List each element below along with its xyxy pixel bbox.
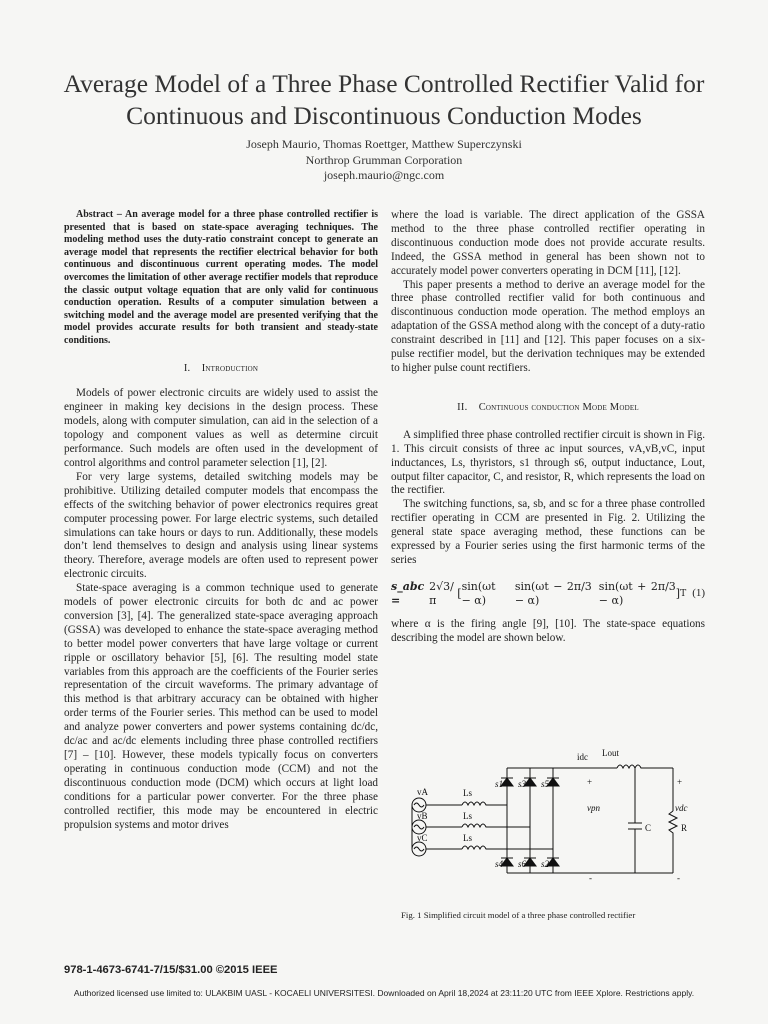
label-vb: vB	[417, 811, 428, 821]
label-s2: s2	[541, 859, 550, 869]
circuit-figure	[397, 743, 697, 893]
paragraph: This paper presents a method to derive an average model for the three phase controlled rectifier valid for both continuous and discontinuous conduction mode operation. The method employs an adaptation of the GSSA method along with the concept of a duty-ratio constraint described in [11] and [12]. This paper focuses on a six-pulse rectifier model, but the derivation techniques may be extended to higher pulse count rectifiers.	[391, 278, 705, 374]
section-number: II.	[457, 401, 468, 413]
inductor-ls-b	[462, 824, 530, 827]
inductor-ls-a	[462, 802, 507, 805]
label-ls-b: Ls	[463, 811, 472, 821]
left-column	[64, 209, 378, 832]
paper-title: Average Model of a Three Phase Controlled Rectifier Valid for Continuous and Discontinuous Conduction Modes	[63, 69, 705, 130]
label-vc: vC	[417, 833, 428, 843]
label-s5: s5	[541, 779, 550, 789]
paragraph: Models of power electronic circuits are widely used to assist the engineer in making key decisions in the design process. These models, along with computer simulation, can aid in the selection of a topology and component values as well as determine circuit performance. Such models are often used in the development of control algorithms and control parameter selection [1], [2].	[64, 387, 378, 469]
equation-term: sin(ωt − 2π/3 − α)	[514, 579, 592, 607]
label-s6: s6	[518, 859, 527, 869]
label-s4: s4	[495, 859, 504, 869]
label-c: C	[645, 823, 652, 833]
label-va: vA	[417, 787, 428, 797]
section-title: Introduction	[201, 362, 259, 374]
equation-lhs: s_abc =	[391, 579, 425, 607]
equation-number: (1)	[692, 586, 706, 599]
label-plus-vdc: +	[677, 777, 683, 787]
license-footer: Authorized licensed use limited to: ULAKBIM UASL - KOCAELI UNIVERSITESI. Downloaded on April 18,2024 at 23:11:20 UTC from IEEE Xplore. Restrictions apply.	[73, 988, 695, 998]
paragraph: For very large systems, detailed switching models may be prohibitive. Utilizing detailed computer models that encompass the effects of the switching behavior of power electronics requires great computer processing power. For large electric systems, such detailed simulations can take hours or days to run. Additionally, these models don’t lend themselves to design and analysis using linear systems theory. Therefore, average models are often used to represent power electronic circuits.	[64, 470, 378, 581]
paragraph: A simplified three phase controlled rectifier circuit is shown in Fig. 1. This circuit consists of three ac input sources, vA,vB,vC, input inductances, Ls, thyristors, s1 through s6, output inductance, Lout, output filter capacitor, C, and resistor, R, which represents the load on the rectifier.	[391, 428, 705, 497]
equation-term: sin(ωt + 2π/3 − α)	[598, 579, 676, 607]
label-s1: s1	[495, 779, 504, 789]
label-plus-vpn: +	[587, 777, 593, 787]
paragraph: where α is the firing angle [9], [10]. The state-space equations describing the model are shown below.	[391, 617, 705, 644]
label-minus-vdc: -	[677, 873, 680, 883]
label-vpn: vpn	[587, 803, 600, 813]
paragraph: The switching functions, sa, sb, and sc for a three phase controlled rectifier operating in CCM are presented in Fig. 2. Utilizing the general state space averaging method, these functions can be expressed by a Fourier series using the first harmonic terms of the series	[391, 498, 705, 566]
label-idc: idc	[577, 752, 588, 762]
abstract: Abstract – An average model for a three phase controlled rectifier is presented that is based on state-space averaging techniques. The modeling method uses the duty-ratio constraint concept to generate an average model that represents the rectifier electrical behavior for both continuous and discontinuous current operating modes. The model overcomes the limitation of other average rectifier models that reproduce the classic output voltage equation that are only valid for continuous conduction operation. Results of a computer simulation between a switching model and the average model are presented verifying that the model provides accurate results for both transient and steady-state conditions.	[64, 209, 378, 346]
affiliation: Northrop Grumman Corporation	[305, 153, 463, 167]
equation-coefficient: 2√3/π	[429, 579, 454, 607]
email: joseph.maurio@ngc.com	[323, 168, 445, 182]
ac-source-a	[412, 798, 426, 812]
equation-1: s_abc = 2√3/π [ sin(ωt − α) sin(ωt − 2π/3 − α) sin(ωt + 2π/3 − α) ] T (1)	[391, 579, 706, 607]
figure-caption: Fig. 1 Simplified circuit model of a three phase controlled rectifier	[401, 910, 636, 920]
label-s3: s3	[518, 779, 527, 789]
section-heading-ccm	[391, 401, 705, 415]
paragraph: where the load is variable. The direct application of the GSSA method to the three phase controlled rectifier operating in discontinuous conduction mode does not provide accurate results. Indeed, the GSSA method in general has been shown not to accurately model power converters operating in DCM [11], [12].	[391, 209, 705, 277]
label-r: R	[681, 823, 688, 833]
label-ls-a: Ls	[463, 788, 472, 798]
inductor-lout	[617, 765, 673, 768]
isbn-footer: 978-1-4673-6741-7/15/$31.00 ©2015 IEEE	[64, 964, 278, 976]
label-vdc: vdc	[675, 803, 688, 813]
section-heading-introduction	[64, 362, 378, 376]
equation-term: sin(ωt − α)	[461, 579, 496, 607]
label-lout: Lout	[602, 748, 619, 758]
ac-source-b	[412, 820, 426, 834]
label-minus-vpn: -	[589, 873, 592, 883]
ac-source-c	[412, 842, 426, 856]
resistor-r	[669, 811, 677, 873]
paragraph: State-space averaging is a common technique used to generate models of power electronic circuits for both dc and ac power conversion [3], [4]. The generalized state-space averaging approach (GSSA) was developed to enhance the state-space averaging method to better model power converters that have large voltage or current ripple or oscillatory behavior [5], [6]. The resulting model state variables from this approach are the coefficients of the Fourier series representation of the circuit waveforms. The primary advantage of this method is that arbitrary accuracy can be obtained with higher order terms of the Fourier series. This method can be used to model and analyze power converters and power systems containing dc/dc, dc/ac and ac/dc elements including three phase controlled rectifiers [7] – [10]. However, these models typically focus on converters operating in continuous conduction mode (CCM) and not the discontinuous conduction mode (DCM) which occurs at light load conditions for a particular power converter. For the three phase controlled rectifier, this mode may be encountered in electric propulsion systems and motor drives	[64, 582, 378, 831]
section-title: Continuous conduction Mode Model	[478, 401, 639, 413]
capacitor-c	[628, 823, 642, 829]
right-column	[391, 209, 705, 645]
section-number: I.	[183, 362, 191, 374]
authors: Joseph Maurio, Thomas Roettger, Matthew Superczynski	[246, 137, 522, 151]
label-ls-c: Ls	[463, 833, 472, 843]
